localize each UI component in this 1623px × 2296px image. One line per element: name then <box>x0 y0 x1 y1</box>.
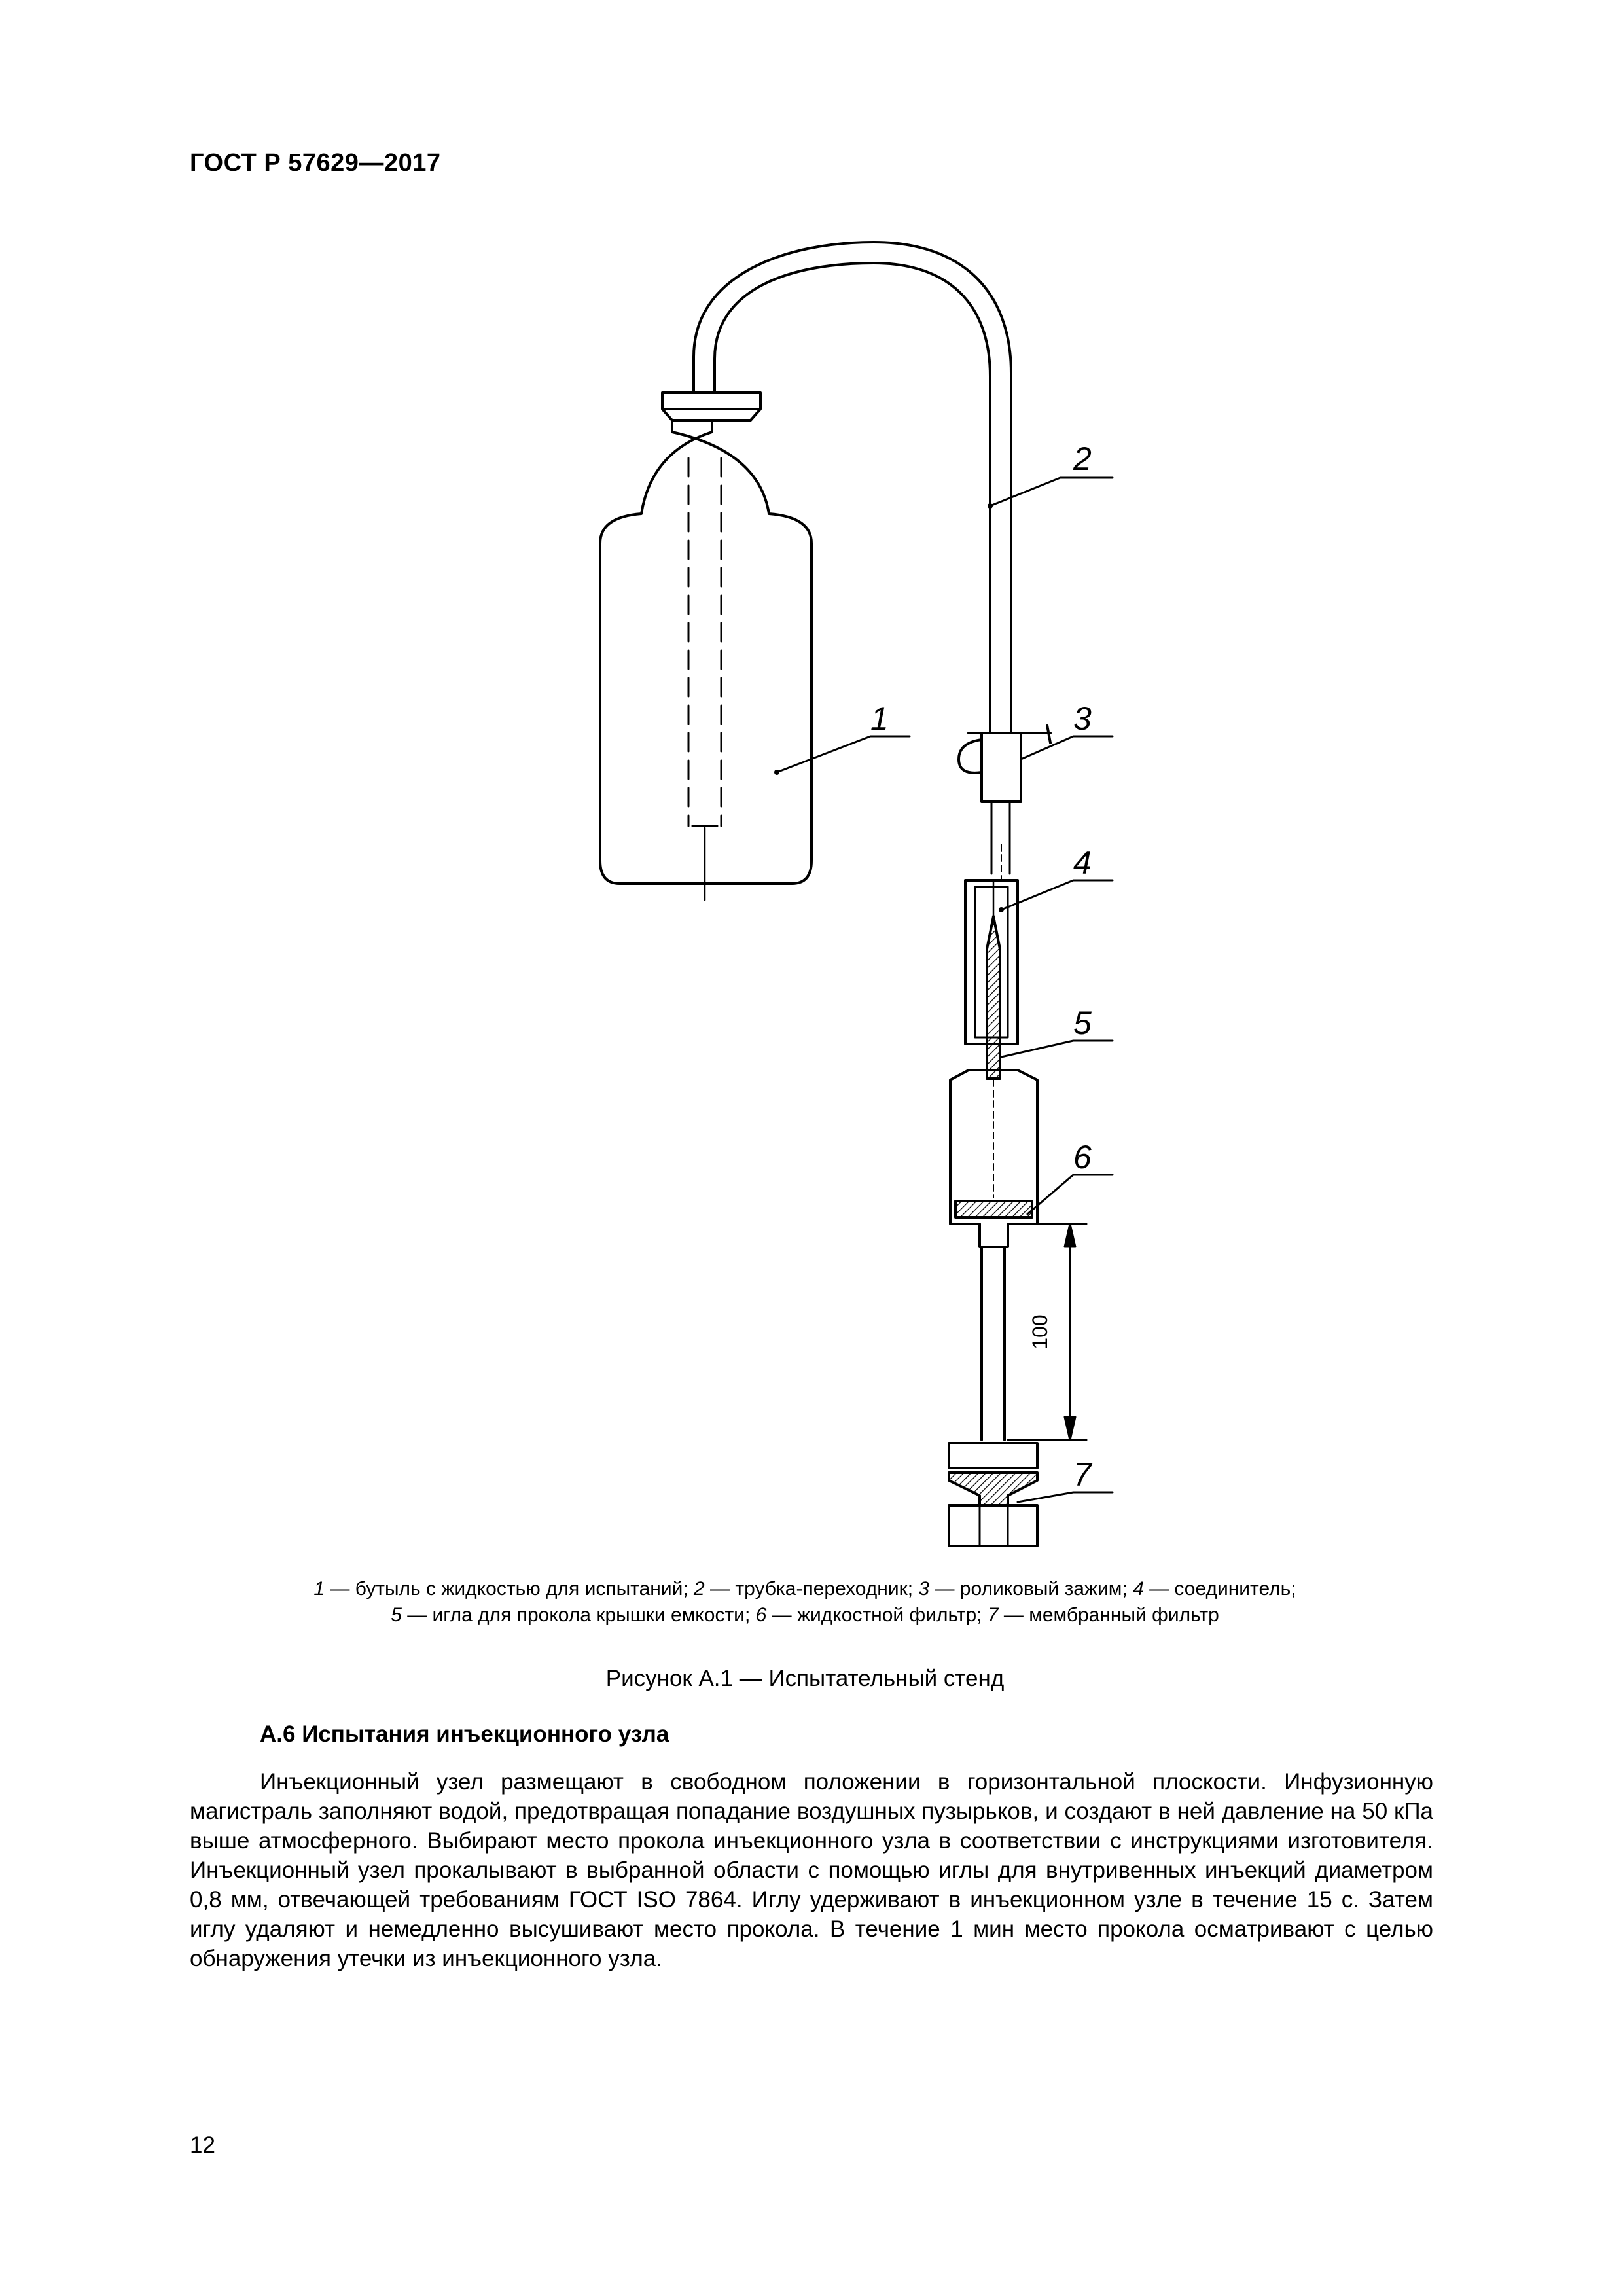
callout-4: 4 <box>1073 844 1092 881</box>
liquid-filter <box>950 1070 1037 1247</box>
section-title: А.6 Испытания инъекционного узла <box>260 1721 669 1747</box>
section-paragraph: Инъекционный узел размещают в свободном положении в горизонтальной плоскости. Инфузионную магистраль заполняют водой, предотвращая попадание воздушных пузырьков, и создают в ней давление на 50 кПа выше атмосферного. Выбирают место прокола инъекционного узла в соответствии с инструкциями изготовителя. Инъекционный узел прокалывают в выбранной области с помощью иглы для внутривенных инъекций диаметром 0,8 мм, отвечающей требованиям ГОСТ ISO 7864. Иглу удерживают в инъекционном узле в течение 15 с. Затем иглу удаляют и немедленно высушивают место прокола. В течение 1 мин место прокола осматривают с целью обнаружения утечки из инъекционного узла. <box>190 1769 1433 1971</box>
callout-2: 2 <box>1073 440 1092 477</box>
legend-line-1: 1 — бутыль с жидкостью для испытаний; 2 — трубка-переходник; 3 — роликовый зажим; 4 — соединитель; <box>313 1578 1296 1600</box>
connector <box>965 880 1018 1079</box>
transfer-tube <box>694 242 1011 733</box>
document-header: ГОСТ Р 57629—2017 <box>190 149 441 177</box>
leader-lines <box>777 478 1113 1502</box>
roller-clamp <box>959 725 1050 880</box>
page-number: 12 <box>190 2132 215 2158</box>
dimension-label: 100 <box>1028 1314 1052 1350</box>
bottle <box>600 393 812 900</box>
callout-5: 5 <box>1073 1005 1092 1041</box>
callout-7: 7 <box>1073 1456 1092 1493</box>
figure-legend <box>190 1576 1420 1628</box>
callout-6: 6 <box>1073 1139 1092 1175</box>
legend-line-2: 5 — игла для прокола крышки емкости; 6 — жидкостной фильтр; 7 — мембранный фильтр <box>391 1604 1219 1626</box>
callout-1: 1 <box>870 700 889 737</box>
section-body <box>190 1767 1433 1973</box>
callout-3: 3 <box>1073 700 1092 737</box>
figure-caption: Рисунок А.1 — Испытательный стенд <box>605 1666 1005 1691</box>
